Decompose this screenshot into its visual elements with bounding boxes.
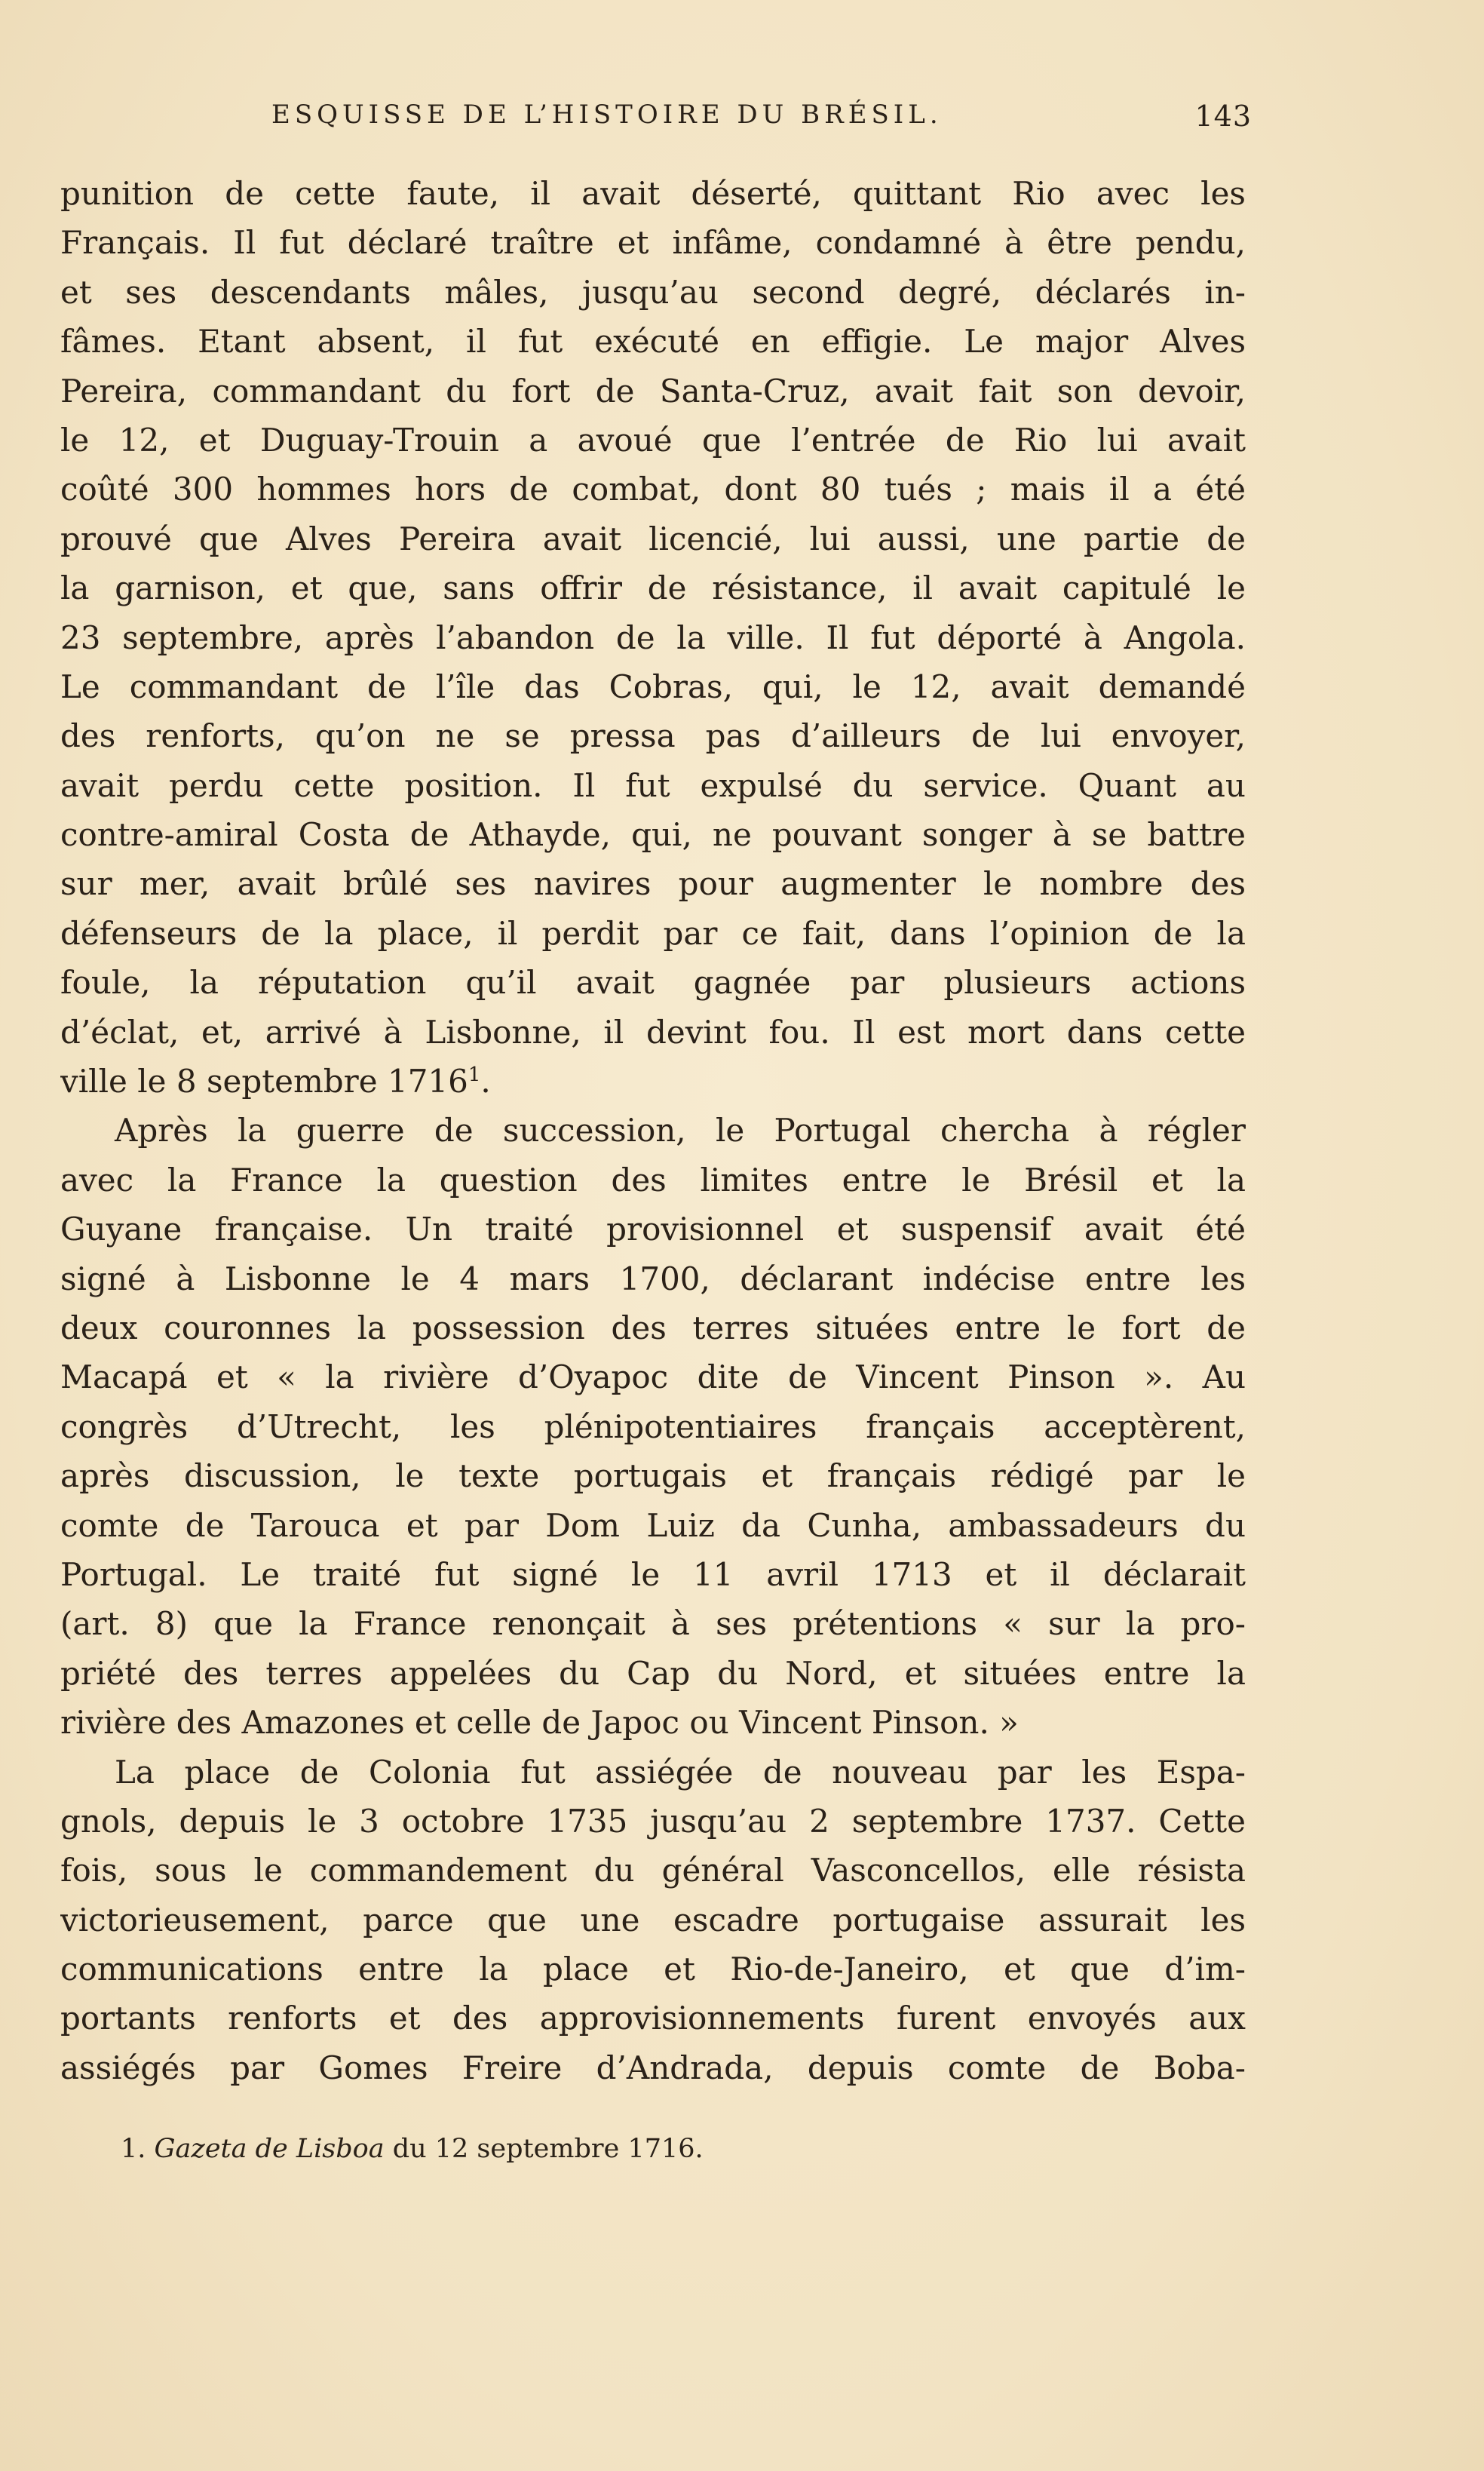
text-line: Macapá et « la rivière d’Oyapoc dite de Vincent Pinson ». Au	[60, 1358, 1246, 1396]
text-line: gnols, depuis le 3 octobre 1735 jusqu’au 2 septembre 1737. Cette	[60, 1802, 1246, 1840]
text-line: fâmes. Etant absent, il fut exécuté en effigie. Le major Alves	[60, 323, 1246, 361]
text-line: punition de cette faute, il avait déserté, quittant Rio avec les	[60, 175, 1246, 212]
text-line: et ses descendants mâles, jusqu’au second degré, déclarés in-	[60, 273, 1246, 311]
text-line: signé à Lisbonne le 4 mars 1700, déclarant indécise entre les	[60, 1260, 1246, 1297]
text-line: congrès d’Utrecht, les plénipotentiaires français acceptèrent,	[60, 1407, 1246, 1445]
text-line-content: ville le 8 septembre 1716	[60, 1063, 468, 1100]
text-line: contre-amiral Costa de Athayde, qui, ne pouvant songer à se battre	[60, 816, 1246, 854]
text-line: priété des terres appelées du Cap du Nord, et situées entre la	[60, 1654, 1246, 1692]
text-line: fois, sous le commandement du général Vasconcellos, elle résista	[60, 1852, 1246, 1889]
text-line: foule, la réputation qu’il avait gagnée par plusieurs actions	[60, 964, 1246, 1002]
text-line: après discussion, le texte portugais et français rédigé par le	[60, 1457, 1246, 1495]
text-line: comte de Tarouca et par Dom Luiz da Cunha, ambassadeurs du	[60, 1506, 1246, 1544]
text-line: Guyane française. Un traité provisionnel et suspensif avait été	[60, 1211, 1246, 1248]
text-line: Français. Il fut déclaré traître et infâme, condamné à être pendu,	[60, 224, 1246, 262]
text-line: Pereira, commandant du fort de Santa-Cruz, avait fait son devoir,	[60, 372, 1246, 410]
text-line: (art. 8) que la France renonçait à ses prétentions « sur la pro-	[60, 1605, 1246, 1643]
text-line: rivière des Amazones et celle de Japoc ou Vincent Pinson. »	[60, 1704, 1019, 1742]
text-line: Le commandant de l’île das Cobras, qui, le 12, avait demandé	[60, 668, 1246, 705]
text-line: des renforts, qu’on ne se pressa pas d’ailleurs de lui envoyer,	[60, 717, 1246, 755]
footnote-text: du 12 septembre 1716.	[384, 2134, 704, 2164]
text-line: le 12, et Duguay-Trouin a avoué que l’entrée de Rio lui avait	[60, 421, 1246, 459]
page-number: 143	[1194, 100, 1252, 133]
running-head: ESQUISSE DE L’HISTOIRE DU BRÉSIL.	[271, 100, 943, 130]
text-line: défenseurs de la place, il perdit par ce fait, dans l’opinion de la	[60, 914, 1246, 952]
text-line: avait perdu cette position. Il fut expulsé du service. Quant au	[60, 766, 1246, 804]
text-line: communications entre la place et Rio-de-Janeiro, et que d’im-	[60, 1951, 1246, 1988]
text-line: 23 septembre, après l’abandon de la ville. Il fut déporté à Angola.	[60, 619, 1246, 656]
text-line: sur mer, avait brûlé ses navires pour augmenter le nombre des	[60, 865, 1246, 903]
sentence-end: .	[480, 1063, 491, 1100]
text-line: avec la France la question des limites entre le Brésil et la	[60, 1161, 1246, 1199]
text-line-with-footnote	[60, 1057, 1246, 1106]
footnote	[121, 2130, 1176, 2168]
text-line: La place de Colonia fut assiégée de nouveau par les Espa-	[115, 1753, 1246, 1791]
body-text	[60, 169, 1246, 2092]
footnote-number: 1.	[121, 2134, 146, 2164]
text-line: deux couronnes la possession des terres situées entre le fort de	[60, 1309, 1246, 1346]
text-line: Après la guerre de succession, le Portugal chercha à régler	[115, 1112, 1246, 1150]
footnote-reference[interactable]: 1	[468, 1064, 481, 1087]
footnote-source-title: Gazeta de Lisboa	[154, 2134, 385, 2164]
text-line: assiégés par Gomes Freire d’Andrada, depuis comte de Boba-	[60, 2049, 1246, 2086]
text-line: victorieusement, parce que une escadre portugaise assurait les	[60, 1901, 1246, 1938]
text-line: Portugal. Le traité fut signé le 11 avril 1713 et il déclarait	[60, 1555, 1246, 1593]
text-line: portants renforts et des approvisionnements furent envoyés aux	[60, 2000, 1246, 2037]
running-header	[271, 100, 1252, 145]
text-line: coûté 300 hommes hors de combat, dont 80 tués ; mais il a été	[60, 471, 1246, 508]
text-line: prouvé que Alves Pereira avait licencié, lui aussi, une partie de	[60, 520, 1246, 557]
text-line: d’éclat, et, arrivé à Lisbonne, il devint fou. Il est mort dans cette	[60, 1013, 1246, 1051]
text-line: la garnison, et que, sans offrir de résistance, il avait capitulé le	[60, 569, 1246, 607]
